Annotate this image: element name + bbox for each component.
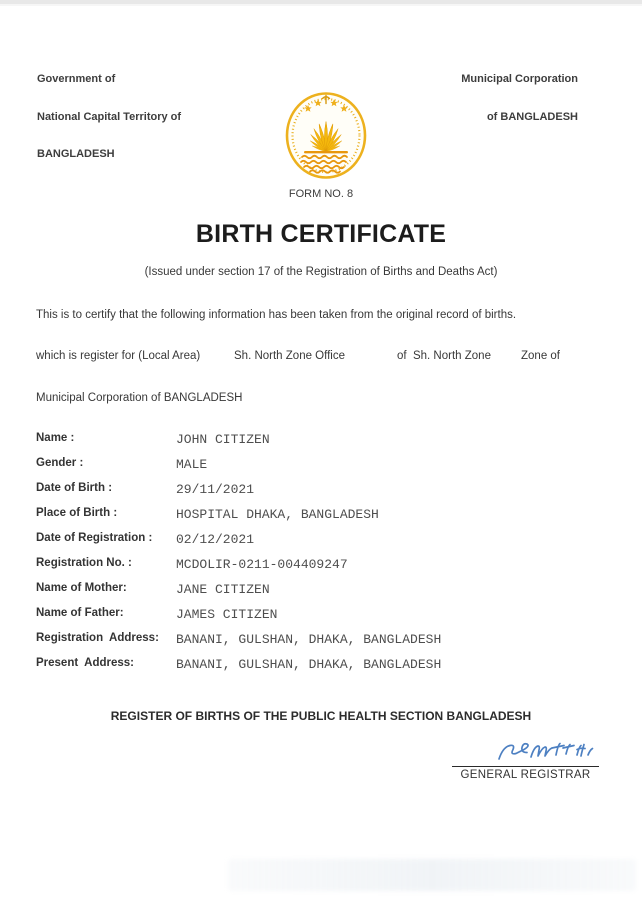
field-row-place-of-birth	[36, 507, 606, 532]
field-row-gender	[36, 457, 606, 482]
field-label: Registration No. :	[36, 557, 132, 569]
field-value: BANANI, GULSHAN, DHAKA, BANGLADESH	[176, 632, 442, 647]
certificate-fields	[36, 432, 606, 682]
field-label: Registration Address:	[36, 632, 159, 644]
field-row-present-address	[36, 657, 606, 682]
field-row-name-of-father	[36, 607, 606, 632]
field-label: Name :	[36, 432, 75, 444]
header-right-line1: Municipal Corporation	[461, 73, 578, 85]
field-label: Date of Registration :	[36, 532, 153, 544]
register-of-births-heading: REGISTER OF BIRTHS OF THE PUBLIC HEALTH SECTION BANGLADESH	[110, 709, 532, 723]
field-value: 29/11/2021	[176, 482, 255, 497]
field-value: HOSPITAL DHAKA, BANGLADESH	[176, 507, 379, 522]
header-right-line2: of BANGLADESH	[486, 110, 578, 123]
field-label: Date of Birth :	[36, 482, 113, 494]
signature-line	[452, 766, 599, 767]
top-gray-strip	[0, 0, 642, 6]
field-value: MCDOLIR-0211-004409247	[176, 557, 348, 572]
document-title: BIRTH CERTIFICATE	[195, 220, 447, 248]
field-value: JOHN CITIZEN	[176, 432, 270, 447]
field-row-registration-no	[36, 557, 606, 582]
issuing-authority-left	[37, 48, 181, 186]
document-subtitle: (Issued under section 17 of the Registration of Births and Deaths Act)	[144, 266, 498, 278]
municipal-corporation-line: Municipal Corporation of BANGLADESH	[36, 392, 243, 404]
header-left-line2: National Capital Territory of	[37, 110, 182, 123]
header-left-line1: Government of	[37, 73, 116, 85]
register-zone-office: Sh. North Zone Office	[234, 350, 346, 362]
field-value: MALE	[176, 457, 208, 472]
field-row-registration-address	[36, 632, 606, 657]
field-value: 02/12/2021	[176, 532, 255, 547]
register-of-zone: of Sh. North Zone	[397, 350, 491, 362]
registrar-title: GENERAL REGISTRAR	[460, 769, 591, 781]
bangladesh-national-emblem-icon	[285, 91, 367, 180]
field-label: Name of Father:	[36, 607, 124, 619]
register-zone-of: Zone of	[521, 350, 560, 362]
register-line-prefix: which is register for (Local Area)	[36, 350, 201, 362]
field-value: BANANI, GULSHAN, DHAKA, BANGLADESH	[176, 657, 442, 672]
field-label: Name of Mother:	[36, 582, 127, 594]
field-value: JANE CITIZEN	[176, 582, 270, 597]
field-label: Gender :	[36, 457, 84, 469]
field-row-date-of-registration	[36, 532, 606, 557]
header-left-line3: BANGLADESH	[37, 148, 115, 160]
certify-statement: This is to certify that the following information has been taken from the original record of births.	[36, 309, 517, 321]
field-value: JAMES CITIZEN	[176, 607, 278, 622]
registrar-signature-icon	[495, 742, 595, 765]
form-number: FORM NO. 8	[288, 188, 354, 200]
signature-block	[452, 742, 599, 781]
field-label: Present Address:	[36, 657, 134, 669]
field-row-name-of-mother	[36, 582, 606, 607]
issuing-authority-right	[461, 48, 578, 148]
field-label: Place of Birth :	[36, 507, 118, 519]
register-zone-line	[0, 350, 642, 364]
field-row-name	[36, 432, 606, 457]
faint-watermark	[228, 859, 636, 891]
field-row-date-of-birth	[36, 482, 606, 507]
